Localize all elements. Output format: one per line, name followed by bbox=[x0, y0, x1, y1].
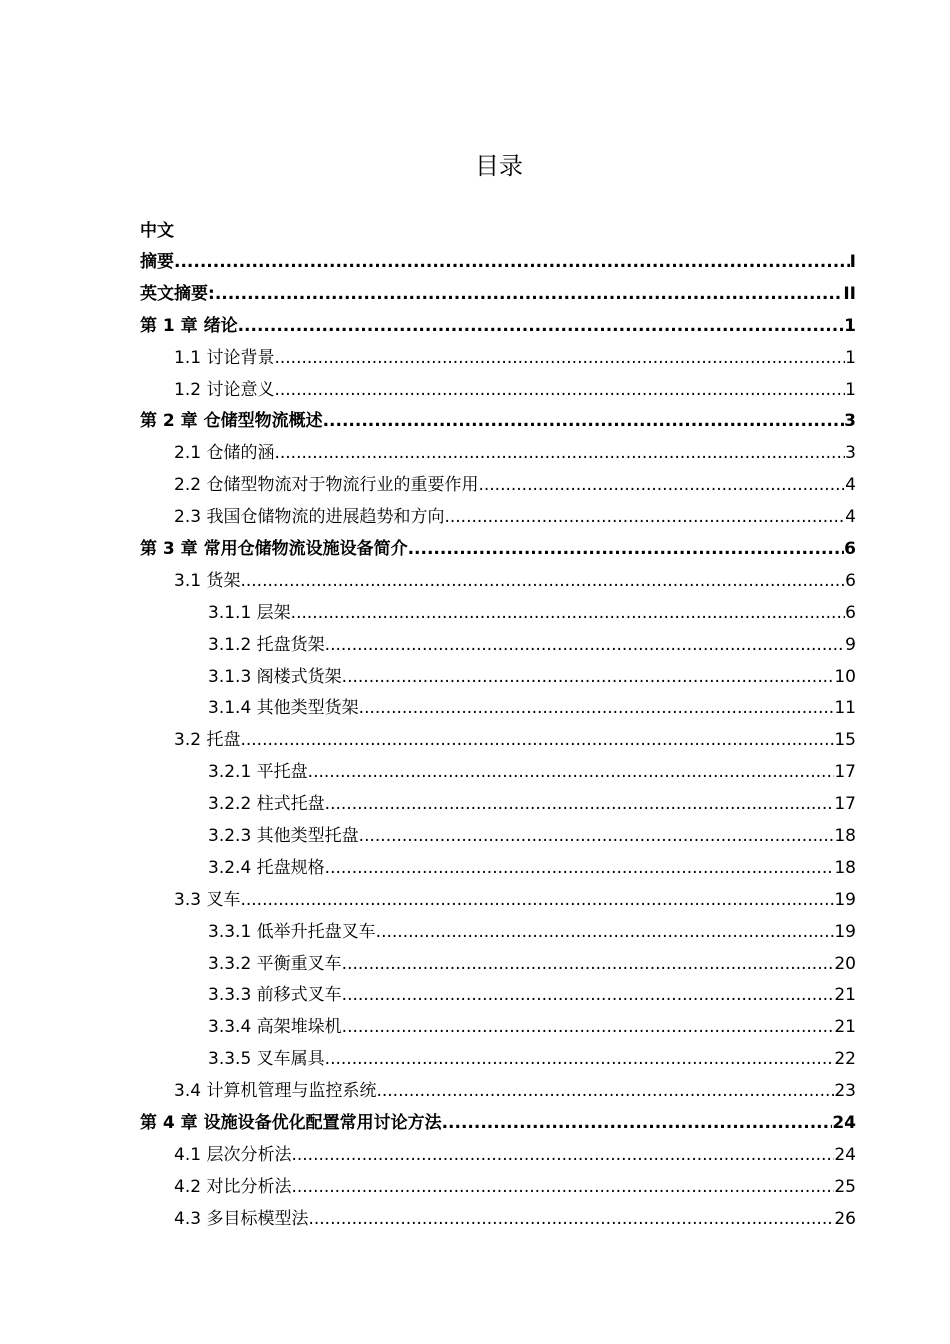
toc-entry[interactable] bbox=[140, 438, 856, 470]
toc-entry-title: 1.2 讨论意义 bbox=[174, 379, 275, 400]
dot-leader bbox=[408, 534, 845, 566]
toc-entry[interactable] bbox=[140, 980, 856, 1012]
toc-entry-title: 3.2.4 托盘规格 bbox=[208, 857, 325, 878]
toc-entry-page-number: 11 bbox=[834, 698, 856, 719]
toc-entry[interactable] bbox=[140, 1204, 856, 1236]
toc-entry[interactable] bbox=[140, 502, 856, 534]
toc-entry-title: 第 1 章 绪论 bbox=[140, 315, 238, 336]
toc-entry-page-number: 6 bbox=[844, 539, 856, 560]
toc-entry-page-number: 19 bbox=[834, 889, 856, 910]
dot-leader bbox=[325, 789, 835, 821]
toc-entry-page-number: 18 bbox=[834, 857, 856, 878]
toc-entry-title: 1.1 讨论背景 bbox=[174, 347, 275, 368]
toc-entry[interactable] bbox=[140, 598, 856, 630]
dot-leader bbox=[308, 757, 835, 789]
toc-entry-page-number: 6 bbox=[845, 602, 856, 623]
toc-entry-page-number: 21 bbox=[834, 1017, 856, 1038]
dot-leader bbox=[240, 566, 845, 598]
dot-leader bbox=[376, 917, 835, 949]
toc-entry[interactable] bbox=[140, 279, 856, 311]
toc-entry[interactable] bbox=[140, 1012, 856, 1044]
toc-entry[interactable] bbox=[140, 630, 856, 662]
toc-entry-page-number: 15 bbox=[834, 730, 856, 751]
toc-entry-page-number: 6 bbox=[845, 570, 856, 591]
dot-leader bbox=[240, 885, 834, 917]
dot-leader bbox=[240, 725, 834, 757]
dot-leader bbox=[308, 1204, 834, 1236]
dot-leader bbox=[274, 343, 845, 375]
toc-entry[interactable] bbox=[140, 725, 856, 757]
dot-leader bbox=[442, 1108, 833, 1140]
toc-entry-page-number: 18 bbox=[834, 826, 856, 847]
dot-leader bbox=[342, 980, 835, 1012]
toc-entry-page-number: 9 bbox=[845, 634, 856, 655]
toc-entry[interactable] bbox=[140, 757, 856, 789]
toc-entry-title: 英文摘要: bbox=[140, 283, 215, 304]
toc-entry[interactable] bbox=[140, 247, 856, 279]
toc-list bbox=[140, 247, 856, 1236]
toc-entry-title: 3.3.5 叉车属具 bbox=[208, 1049, 325, 1070]
toc-entry[interactable] bbox=[140, 1108, 856, 1140]
dot-leader bbox=[342, 662, 835, 694]
toc-entry[interactable] bbox=[140, 949, 856, 981]
toc-entry-title: 4.3 多目标模型法 bbox=[174, 1208, 309, 1229]
toc-entry-title: 3.2 托盘 bbox=[174, 730, 241, 751]
toc-entry[interactable] bbox=[140, 343, 856, 375]
toc-entry-title: 2.2 仓储型物流对于物流行业的重要作用 bbox=[174, 475, 479, 496]
toc-entry-title: 3.1.4 其他类型货架 bbox=[208, 698, 359, 719]
toc-entry-title: 2.1 仓储的涵 bbox=[174, 443, 275, 464]
toc-entry-page-number: 1 bbox=[845, 347, 856, 368]
toc-entry[interactable] bbox=[140, 853, 856, 885]
toc-entry-page-number: 24 bbox=[834, 1144, 856, 1165]
toc-entry-page-number: 22 bbox=[834, 1049, 856, 1070]
dot-leader bbox=[325, 1044, 835, 1076]
dot-leader bbox=[291, 1140, 834, 1172]
toc-entry-title: 4.1 层次分析法 bbox=[174, 1144, 292, 1165]
toc-entry-title: 2.3 我国仓储物流的进展趋势和方向 bbox=[174, 507, 445, 528]
toc-entry-page-number: 3 bbox=[844, 411, 856, 432]
toc-entry-page-number: 20 bbox=[834, 953, 856, 974]
toc-entry-page-number: 4 bbox=[845, 475, 856, 496]
toc-entry-title: 3.2.3 其他类型托盘 bbox=[208, 826, 359, 847]
toc-entry-page-number: I bbox=[849, 252, 856, 272]
toc-entry-title: 3.3 叉车 bbox=[174, 889, 241, 910]
toc-entry[interactable] bbox=[140, 821, 856, 853]
toc-entry-page-number: 1 bbox=[845, 379, 856, 400]
dot-leader bbox=[291, 598, 846, 630]
dot-leader bbox=[291, 1172, 834, 1204]
toc-entry-page-number: 19 bbox=[834, 921, 856, 942]
toc-entry[interactable] bbox=[140, 917, 856, 949]
toc-entry-page-number: 17 bbox=[834, 794, 856, 815]
dot-leader bbox=[323, 406, 845, 438]
toc-entry[interactable] bbox=[140, 311, 856, 343]
toc-entry-title: 3.1 货架 bbox=[174, 570, 241, 591]
toc-entry-page-number: 4 bbox=[845, 507, 856, 528]
dot-leader bbox=[444, 502, 845, 534]
toc-entry-page-number: II bbox=[843, 283, 856, 304]
toc-entry[interactable] bbox=[140, 1076, 856, 1108]
dot-leader bbox=[359, 693, 835, 725]
toc-entry-title: 3.1.2 托盘货架 bbox=[208, 634, 325, 655]
toc-entry[interactable] bbox=[140, 406, 856, 438]
toc-entry-page-number: 23 bbox=[834, 1081, 856, 1102]
dot-leader bbox=[325, 853, 835, 885]
toc-entry-page-number: 26 bbox=[834, 1208, 856, 1229]
toc-entry[interactable] bbox=[140, 885, 856, 917]
toc-entry[interactable] bbox=[140, 1044, 856, 1076]
table-of-contents bbox=[140, 215, 856, 1236]
toc-entry-page-number: 1 bbox=[844, 315, 856, 336]
page-title: 目录 bbox=[475, 152, 523, 180]
toc-entry-title: 摘要 bbox=[140, 252, 174, 272]
toc-entry-title: 3.3.1 低举升托盘叉车 bbox=[208, 921, 376, 942]
toc-entry[interactable] bbox=[140, 470, 856, 502]
toc-entry[interactable] bbox=[140, 662, 856, 694]
toc-entry-page-number: 21 bbox=[834, 985, 856, 1006]
toc-entry[interactable] bbox=[140, 375, 856, 407]
toc-entry-page-number: 25 bbox=[834, 1176, 856, 1197]
toc-entry-title: 3.3.4 高架堆垛机 bbox=[208, 1017, 342, 1038]
toc-entry-title: 4.2 对比分析法 bbox=[174, 1176, 292, 1197]
toc-entry-title: 3.2.2 柱式托盘 bbox=[208, 794, 325, 815]
dot-leader bbox=[274, 438, 845, 470]
dot-leader bbox=[376, 1076, 834, 1108]
toc-entry-title: 第 4 章 设施设备优化配置常用讨论方法 bbox=[140, 1113, 442, 1134]
toc-entry-title: 3.2.1 平托盘 bbox=[208, 762, 308, 783]
toc-entry[interactable] bbox=[140, 534, 856, 566]
toc-entry[interactable] bbox=[140, 789, 856, 821]
toc-entry[interactable] bbox=[140, 566, 856, 598]
toc-entry-title: 第 2 章 仓储型物流概述 bbox=[140, 411, 323, 432]
toc-entry[interactable] bbox=[140, 693, 856, 725]
dot-leader bbox=[342, 949, 835, 981]
toc-entry-title: 3.4 计算机管理与监控系统 bbox=[174, 1081, 377, 1102]
dot-leader bbox=[174, 247, 850, 279]
toc-entry-page-number: 10 bbox=[834, 666, 856, 687]
toc-entry-title: 第 3 章 常用仓储物流设施设备简介 bbox=[140, 539, 408, 560]
toc-entry-title: 3.3.3 前移式叉车 bbox=[208, 985, 342, 1006]
toc-entry-page-number: 17 bbox=[834, 762, 856, 783]
dot-leader bbox=[238, 311, 845, 343]
toc-entry[interactable] bbox=[140, 1172, 856, 1204]
toc-entry-title: 3.1.3 阁楼式货架 bbox=[208, 666, 342, 687]
toc-entry-page-number: 3 bbox=[845, 443, 856, 464]
dot-leader bbox=[359, 821, 835, 853]
toc-entry-page-number: 24 bbox=[832, 1113, 856, 1134]
toc-entry-title: 3.3.2 平衡重叉车 bbox=[208, 953, 342, 974]
dot-leader bbox=[342, 1012, 835, 1044]
toc-entry-title: 3.1.1 层架 bbox=[208, 602, 291, 623]
dot-leader bbox=[325, 630, 846, 662]
toc-entry[interactable] bbox=[140, 1140, 856, 1172]
dot-leader bbox=[478, 470, 845, 502]
dot-leader bbox=[215, 279, 844, 311]
dot-leader bbox=[274, 375, 845, 407]
toc-heading: 中文 bbox=[140, 221, 174, 241]
